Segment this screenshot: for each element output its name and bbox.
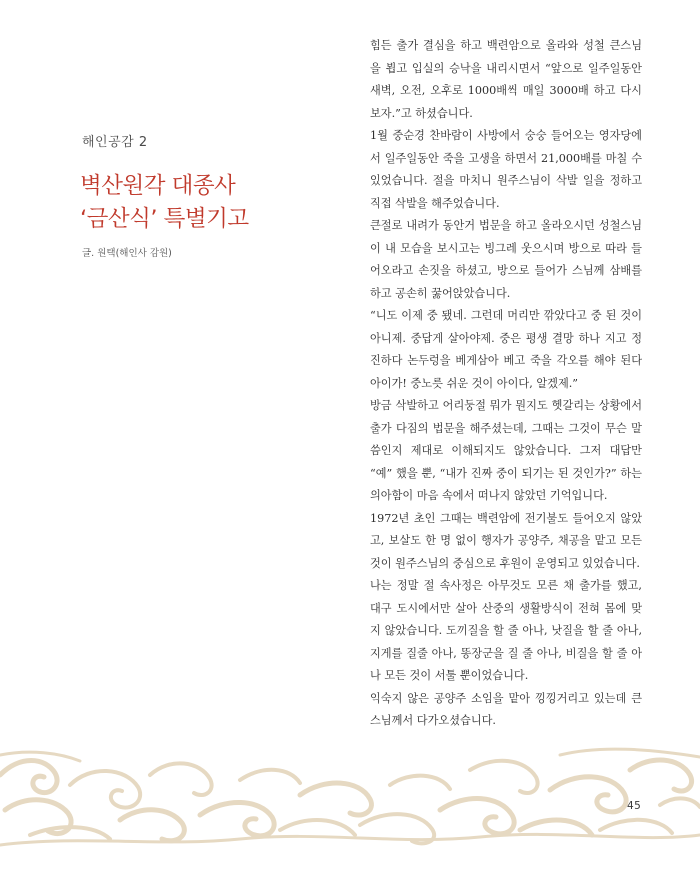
paragraph: 큰절로 내려가 동안거 법문을 하고 올라오시던 성철스님이 내 모습을 보시고는 빙그레 웃으시며 방으로 따라 들어오라고 손짓을 하셨고, 방으로 들어가 스님께 삼배를 하고 공손히 꿇어앉았습니다. bbox=[370, 219, 642, 300]
article-title bbox=[80, 170, 350, 236]
cloud-wave-ornament-icon bbox=[0, 735, 700, 850]
article-body bbox=[370, 35, 642, 733]
paragraph: “니도 이제 중 됐네. 그런데 머리만 깎았다고 중 된 것이 아니제. 중답게 살아야제. 중은 평생 결망 하나 지고 정진하다 논두렁을 베게삼아 베고 죽을 각오를 해야 된다 아이가! 중노릇 쉬운 것이 아이다, 알겠제.” bbox=[370, 309, 642, 390]
article-title-line-2: ‘금산식’ 특별기고 bbox=[80, 206, 249, 232]
byline: 글. 원택(해인사 감원) bbox=[82, 248, 172, 259]
paragraph: 익숙지 않은 공양주 소임을 맡아 낑낑거리고 있는데 큰스님께서 다가오셨습니다. bbox=[370, 691, 642, 727]
page-number: 45 bbox=[627, 800, 642, 812]
paragraph: 힘든 출가 결심을 하고 백련암으로 올라와 성철 큰스님을 뵙고 입실의 승낙을 내리시면서 “앞으로 일주일동안 새벽, 오전, 오후로 1000배씩 매일 3000배 하고 다시 보자.”고 하셨습니다. bbox=[370, 39, 642, 120]
paragraph: 나는 정말 절 속사정은 아무것도 모른 채 출가를 했고, 대구 도시에서만 살아 산중의 생활방식이 전혀 몸에 맞지 않았습니다. 도끼질을 할 줄 아나, 낫질을 할 줄 아나, 지게를 질줄 아나, 똥장군을 질 줄 아나, 비질을 할 줄 아나 모든 것이 서툴 뿐이었습니다. bbox=[370, 579, 642, 682]
section-label: 해인공감 2 bbox=[82, 135, 148, 150]
paragraph: 방금 삭발하고 어리둥절 뭐가 뭔지도 헷갈리는 상황에서 출가 다짐의 법문을 해주셨는데, 그때는 그것이 무슨 말씀인지 제대로 이해되지도 않았습니다. 그저 대답만 “예” 했을 뿐, “내가 진짜 중이 되기는 된 것인가?” 하는 의아함이 마음 속에서 떠나지 않았던 기억입니다. bbox=[370, 399, 642, 502]
paragraph: 1972년 초인 그때는 백련암에 전기불도 들어오지 않았고, 보살도 한 명 없이 행자가 공양주, 채공을 맡고 모든 것이 원주스님의 중심으로 후원이 운영되고 있었습니다. bbox=[370, 511, 642, 570]
article-title-line-1: 벽산원각 대종사 bbox=[80, 173, 236, 199]
paragraph: 1월 중순경 찬바람이 사방에서 숭숭 들어오는 영자당에서 일주일동안 죽을 고생을 하면서 21,000배를 마칠 수 있었습니다. 절을 마치니 원주스님이 삭발 일을 정하고 직접 삭발을 해주었습니다. bbox=[370, 129, 642, 210]
